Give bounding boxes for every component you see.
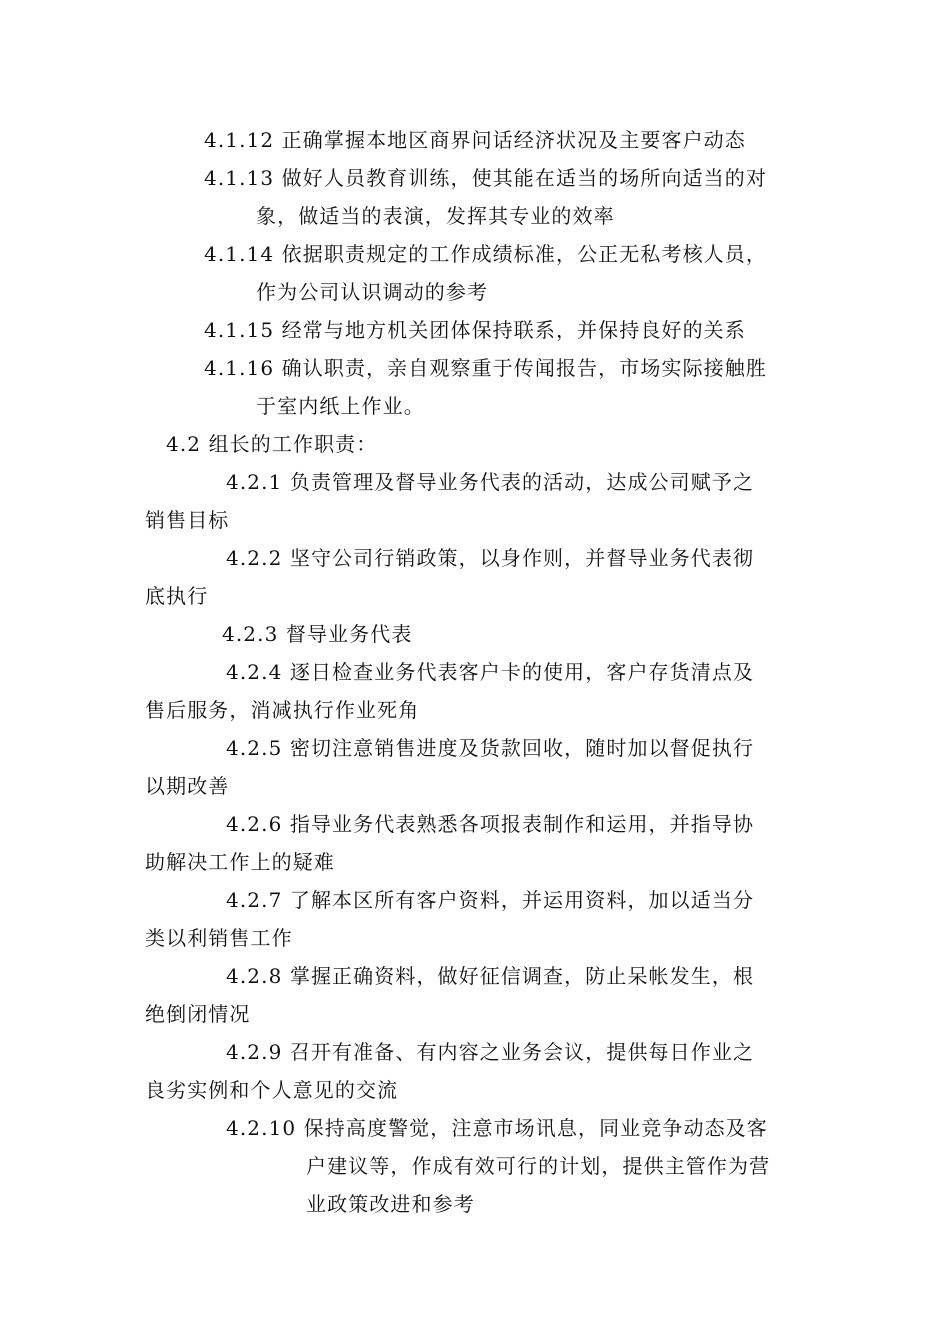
text-line: 4.2.1 负责管理及督导业务代表的活动，达成公司赋予之	[226, 470, 755, 494]
text-line: 4.1.13 做好人员教育训练，使其能在适当的场所向适当的对	[204, 166, 767, 190]
text-line: 4.2.5 密切注意销售进度及货款回收，随时加以督促执行	[226, 736, 755, 760]
text-line: 4.2.4 逐日检查业务代表客户卡的使用，客户存货清点及	[226, 660, 755, 684]
text-line: 4.2.8 掌握正确资料，做好征信调查，防止呆帐发生，根	[226, 964, 755, 988]
text-line: 于室内纸上作业。	[256, 394, 425, 418]
text-line: 作为公司认识调动的参考	[256, 280, 489, 304]
text-line: 良劣实例和个人意见的交流	[145, 1078, 399, 1102]
text-line: 4.2.2 坚守公司行销政策，以身作则，并督导业务代表彻	[226, 546, 755, 570]
text-line: 以期改善	[145, 774, 230, 798]
text-line: 助解决工作上的疑难	[145, 850, 335, 874]
text-line: 4.1.15 经常与地方机关团体保持联系，并保持良好的关系	[204, 318, 746, 342]
text-line: 4.2.10 保持高度警觉，注意市场讯息，同业竞争动态及客	[226, 1116, 768, 1140]
text-line: 4.2.3 督导业务代表	[222, 622, 413, 646]
text-line: 绝倒闭情况	[145, 1002, 251, 1026]
text-line: 户建议等，作成有效可行的计划，提供主管作为营	[306, 1154, 771, 1178]
section-heading: 4.2 组长的工作职责：	[166, 432, 378, 456]
text-line: 4.1.16 确认职责，亲自观察重于传闻报告，市场实际接触胜	[204, 356, 767, 380]
text-line: 4.2.6 指导业务代表熟悉各项报表制作和运用，并指导协	[226, 812, 755, 836]
text-line: 4.1.14 依据职责规定的工作成绩标准，公正无私考核人员，	[204, 242, 767, 266]
text-line: 类以利销售工作	[145, 926, 293, 950]
text-line: 售后服务，消减执行作业死角	[145, 698, 420, 722]
text-line: 象，做适当的表演，发挥其专业的效率	[256, 204, 615, 228]
text-line: 4.2.9 召开有准备、有内容之业务会议，提供每日作业之	[226, 1040, 755, 1064]
text-line: 业政策改进和参考	[306, 1192, 475, 1216]
text-line: 销售目标	[145, 508, 230, 532]
text-line: 4.1.12 正确掌握本地区商界问话经济状况及主要客户动态	[204, 128, 746, 152]
text-line: 4.2.7 了解本区所有客户资料，并运用资料，加以适当分	[226, 888, 755, 912]
text-line: 底执行	[145, 584, 209, 608]
